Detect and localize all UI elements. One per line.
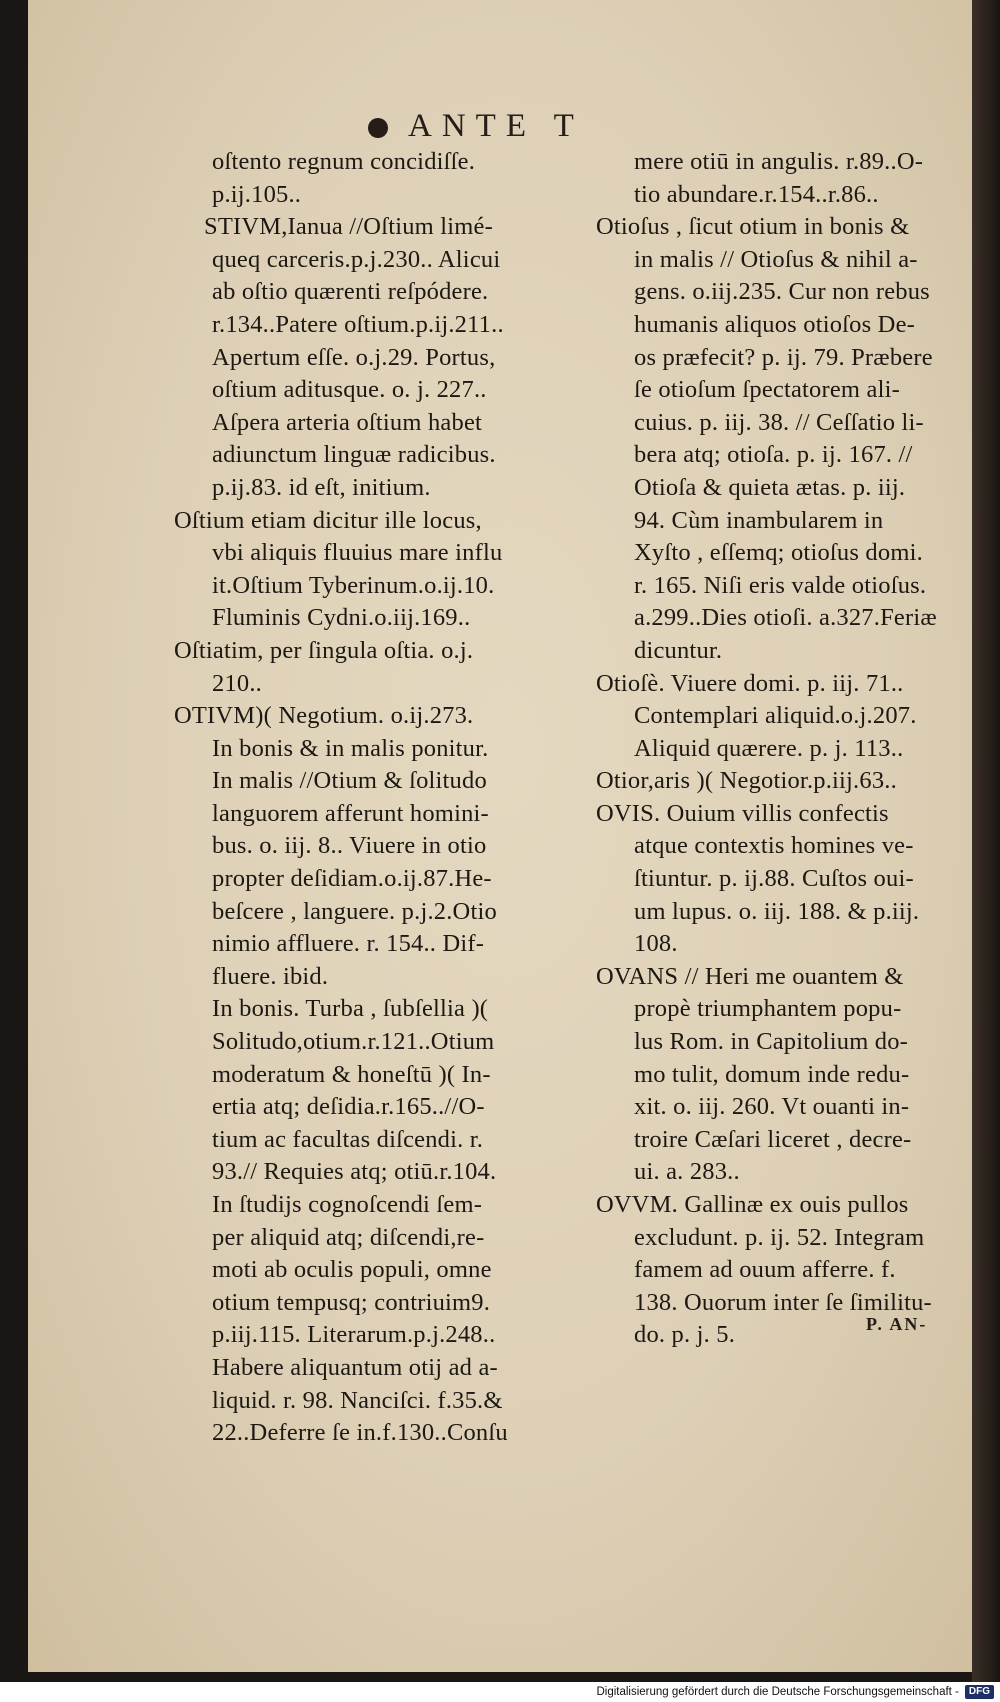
left-column: [174, 146, 594, 1450]
text-line: dicuntur.: [634, 636, 723, 664]
text-line: ſtiuntur. p. ij.88. Cuſtos oui-: [634, 865, 914, 893]
text-line: it.Oſtium Tyberinum.o.ij.10.: [212, 571, 495, 599]
text-line: p.iij.115. Literarum.p.j.248..: [212, 1321, 496, 1349]
text-line: um lupus. o. iij. 188. & p.iij.: [634, 897, 920, 925]
text-line: oſtium aditusque. o. j. 227..: [212, 376, 487, 404]
text-line: OTIVM)( Negotium. o.ij.273.: [174, 702, 474, 730]
catchword: P. AN-: [866, 1314, 928, 1334]
text-line: bera atq; otioſa. p. ij. 167. //: [634, 441, 913, 469]
text-line: humanis aliquos otioſos De-: [634, 310, 916, 338]
text-line: r.134..Patere oſtium.p.ij.211..: [212, 310, 504, 338]
text-line: languorem afferunt homini-: [212, 799, 489, 827]
text-line: p.ij.83. id eſt, initium.: [212, 473, 431, 501]
text-line: tio abundare.r.154..r.86..: [634, 180, 879, 208]
text-line: moti ab oculis populi, omne: [212, 1256, 492, 1284]
text-line: Aſpera arteria oſtium habet: [212, 408, 483, 436]
text-line: Apertum eſſe. o.j.29. Portus,: [212, 343, 496, 371]
text-line: a.299..Dies otioſi. a.327.Feriæ: [634, 604, 937, 632]
text-line: fluere. ibid.: [212, 962, 329, 990]
text-line: OVVM. Gallinæ ex ouis pullos: [596, 1191, 909, 1218]
text-line: Xyſto , eſſemq; otioſus domi.: [634, 539, 923, 567]
text-line: cuius. p. iij. 38. // Ceſſatio li-: [634, 408, 924, 436]
text-line: OVANS // Heri me ouantem &: [596, 962, 904, 990]
text-line: 22..Deferre ſe in.f.130..Conſu: [212, 1419, 508, 1447]
text-line: Otioſa & quieta ætas. p. iij.: [634, 473, 906, 501]
running-head-text: ANTE T: [408, 108, 584, 144]
text-line: excludunt. p. ij. 52. Integram: [634, 1223, 925, 1251]
text-line: moderatum & honeſtū )( In-: [212, 1060, 491, 1088]
text-line: gens. o.iij.235. Cur non rebus: [634, 278, 930, 306]
text-line: In bonis & in malis ponitur.: [212, 734, 489, 762]
text-line: do. p. j. 5.: [634, 1321, 736, 1349]
text-line: Fluminis Cydni.o.iij.169..: [212, 604, 471, 632]
text-line: lus Rom. in Capitolium do-: [634, 1028, 909, 1056]
text-line: 138. Ouorum inter ſe ſimilitu-: [634, 1288, 932, 1316]
dfg-logo: DFG: [965, 1685, 994, 1699]
text-line: adiunctum linguæ radicibus.: [212, 441, 496, 469]
text-line: troire Cæſari liceret , decre-: [634, 1125, 912, 1153]
text-line: in malis // Otioſus & nihil a-: [634, 245, 918, 273]
text-line: propè triumphantem popu-: [634, 995, 902, 1023]
text-line: Otioſè. Viuere domi. p. iij. 71..: [596, 669, 904, 697]
text-line: In ſtudijs cognoſcendi ſem-: [212, 1191, 483, 1218]
ornament-icon: [368, 118, 388, 138]
text-line: Habere aliquantum otij ad a-: [212, 1353, 498, 1381]
text-line: atque contextis homines ve-: [634, 832, 914, 860]
text-line: Otior,aris )( Negotior.p.iij.63..: [596, 767, 897, 795]
text-line: Oſtium etiam dicitur ille locus,: [174, 506, 482, 534]
text-line: 94. Cùm inambularem in: [634, 506, 884, 534]
text-line: Oſtiatim, per ſingula oſtia. o.j.: [174, 636, 474, 664]
text-line: tium ac facultas diſcendi. r.: [212, 1125, 484, 1153]
book-spine: [972, 0, 1000, 1682]
text-line: 108.: [634, 930, 678, 958]
text-line: 210..: [212, 669, 262, 697]
text-line: otium tempusq; contriuim9.: [212, 1288, 491, 1316]
digitization-credit-bar: [0, 1682, 1000, 1702]
text-line: mo tulit, domum inde redu-: [634, 1060, 910, 1088]
text-line: Aliquid quærere. p. j. 113..: [634, 734, 904, 762]
text-line: famem ad ouum afferre. f.: [634, 1256, 896, 1284]
text-line: nimio affluere. r. 154.. Dif-: [212, 930, 485, 958]
text-line: oſtento regnum concidiſſe.: [212, 148, 476, 175]
text-line: liquid. r. 98. Nanciſci. f.35.&: [212, 1386, 503, 1414]
text-line: bus. o. iij. 8.. Viuere in otio: [212, 832, 487, 860]
text-line: Otioſus , ſicut otium in bonis &: [596, 213, 910, 241]
text-line: In bonis. Turba , ſubſellia )(: [212, 995, 489, 1023]
text-line: propter deſidiam.o.ij.87.He-: [212, 865, 492, 893]
text-line: beſcere , languere. p.j.2.Otio: [212, 897, 497, 925]
text-line: STIVM,Ianua //Oſtium limé-: [204, 213, 493, 241]
right-column: [596, 146, 978, 1352]
text-line: queq carceris.p.j.230.. Alicui: [212, 245, 501, 273]
text-line: r. 165. Niſi eris valde otioſus.: [634, 571, 927, 599]
running-head: [368, 108, 808, 148]
text-line: mere otiū in angulis. r.89..O-: [634, 148, 924, 175]
text-line: vbi aliquis fluuius mare influ: [212, 539, 503, 567]
credit-text: Digitalisierung gefördert durch die Deutsche Forschungsgemeinschaft -: [596, 1686, 959, 1698]
text-line: In malis //Otium & ſolitudo: [212, 767, 487, 795]
text-line: xit. o. iij. 260. Vt ouanti in-: [634, 1093, 910, 1121]
text-line: per aliquid atq; diſcendi,re-: [212, 1223, 485, 1251]
text-line: Contemplari aliquid.o.j.207.: [634, 702, 917, 730]
text-line: Solitudo,otium.r.121..Otium: [212, 1028, 495, 1056]
text-line: p.ij.105..: [212, 180, 302, 208]
text-line: ui. a. 283..: [634, 1158, 740, 1186]
text-line: ertia atq; deſidia.r.165..//O-: [212, 1093, 485, 1121]
text-line: 93.// Requies atq; otiū.r.104.: [212, 1158, 497, 1186]
text-line: ſe otioſum ſpectatorem ali-: [634, 376, 900, 404]
book-page: [28, 0, 986, 1672]
text-line: OVIS. Ouium villis confectis: [596, 799, 889, 827]
text-line: ab oſtio quærenti reſpódere.: [212, 278, 489, 306]
text-line: os præfecit? p. ij. 79. Præbere: [634, 343, 933, 371]
